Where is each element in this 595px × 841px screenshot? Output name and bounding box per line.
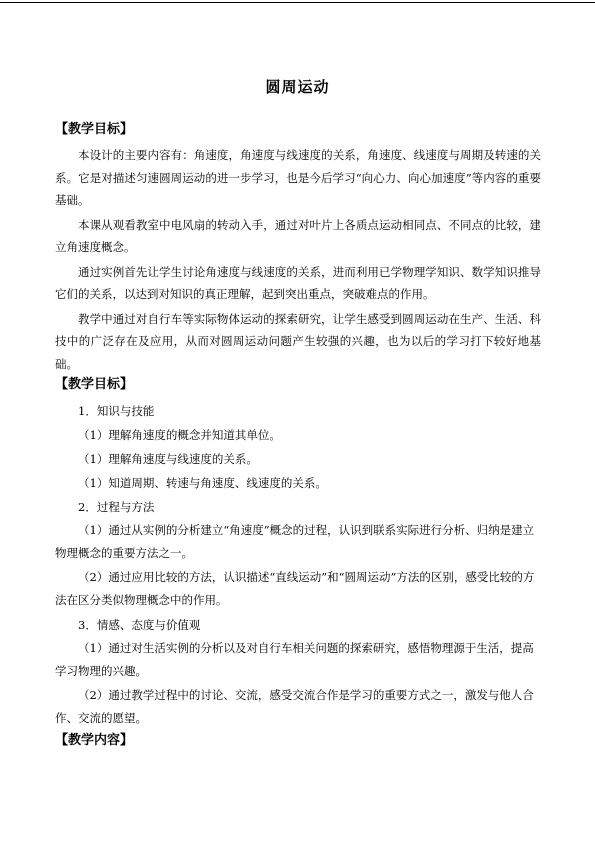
goal-process-a: （1）通过从实例的分析建立“角速度”概念的过程，认识到联系实际进行分析、归纳是建立物理概念的重要方法之一。 (55, 523, 535, 560)
section-heading-teaching-goals: 【教学目标】 (55, 122, 134, 137)
paragraph-intro-3: 通过实例首先让学生讨论角速度与线速度的关系，进而利用已学物理学知识、数学知识推导它们的关系，以达到对知识的真正理解，起到突出重点，突破难点的作用。 (55, 264, 541, 301)
goal-knowledge-a: （1）理解角速度的概念并知道其单位。 (78, 428, 281, 442)
top-rule (0, 2, 595, 3)
document-body (55, 120, 541, 755)
goal-process-b: （2）通过应用比较的方法，认识描述“直线运动”和“圆周运动”方法的区别，感受比较的方法在区分类似物理概念中的作用。 (55, 570, 535, 607)
paragraph-intro-2: 本课从观看教室中电风扇的转动入手，通过对叶片上各质点运动相同点、不同点的比较，建立角速度概念。 (55, 217, 541, 254)
paragraph-intro-4: 教学中通过对自行车等实际物体运动的探索研究，让学生感受到圆周运动在生产、生活、科技中的广泛存在及应用，从而对圆周运动问题产生较强的兴趣，也为以后的学习打下较好地基础。 (55, 311, 541, 371)
goal-knowledge-c: （1）知道周期、转速与角速度、线速度的关系。 (78, 476, 327, 490)
paragraph-intro-1: 本设计的主要内容有：角速度，角速度与线速度的关系，角速度、线速度与周期及转速的关系。它是对描述匀速圆周运动的进一步学习，也是今后学习“向心力、向心加速度”等内容的重要基础。 (55, 148, 541, 207)
goal-knowledge-b: （1）理解角速度与线速度的关系。 (78, 452, 258, 466)
goal-process-title: 2．过程与方法 (78, 500, 155, 514)
goal-knowledge-title: 1．知识与技能 (78, 404, 155, 418)
goal-attitude-b: （2）通过教学过程中的讨论、交流，感受交流合作是学习的重要方式之一，激发与他人合作、交流的愿望。 (55, 688, 534, 725)
section-heading-teaching-goals-2: 【教学目标】 (55, 377, 134, 392)
goal-attitude-title: 3．情感、态度与价值观 (78, 618, 201, 632)
section-heading-teaching-content: 【教学内容】 (55, 733, 134, 748)
goal-attitude-a: （1）通过对生活实例的分析以及对自行车相关问题的探索研究，感悟物理源于生活，提高学习物理的兴趣。 (55, 641, 534, 678)
document-title: 圆周运动 (265, 78, 330, 96)
